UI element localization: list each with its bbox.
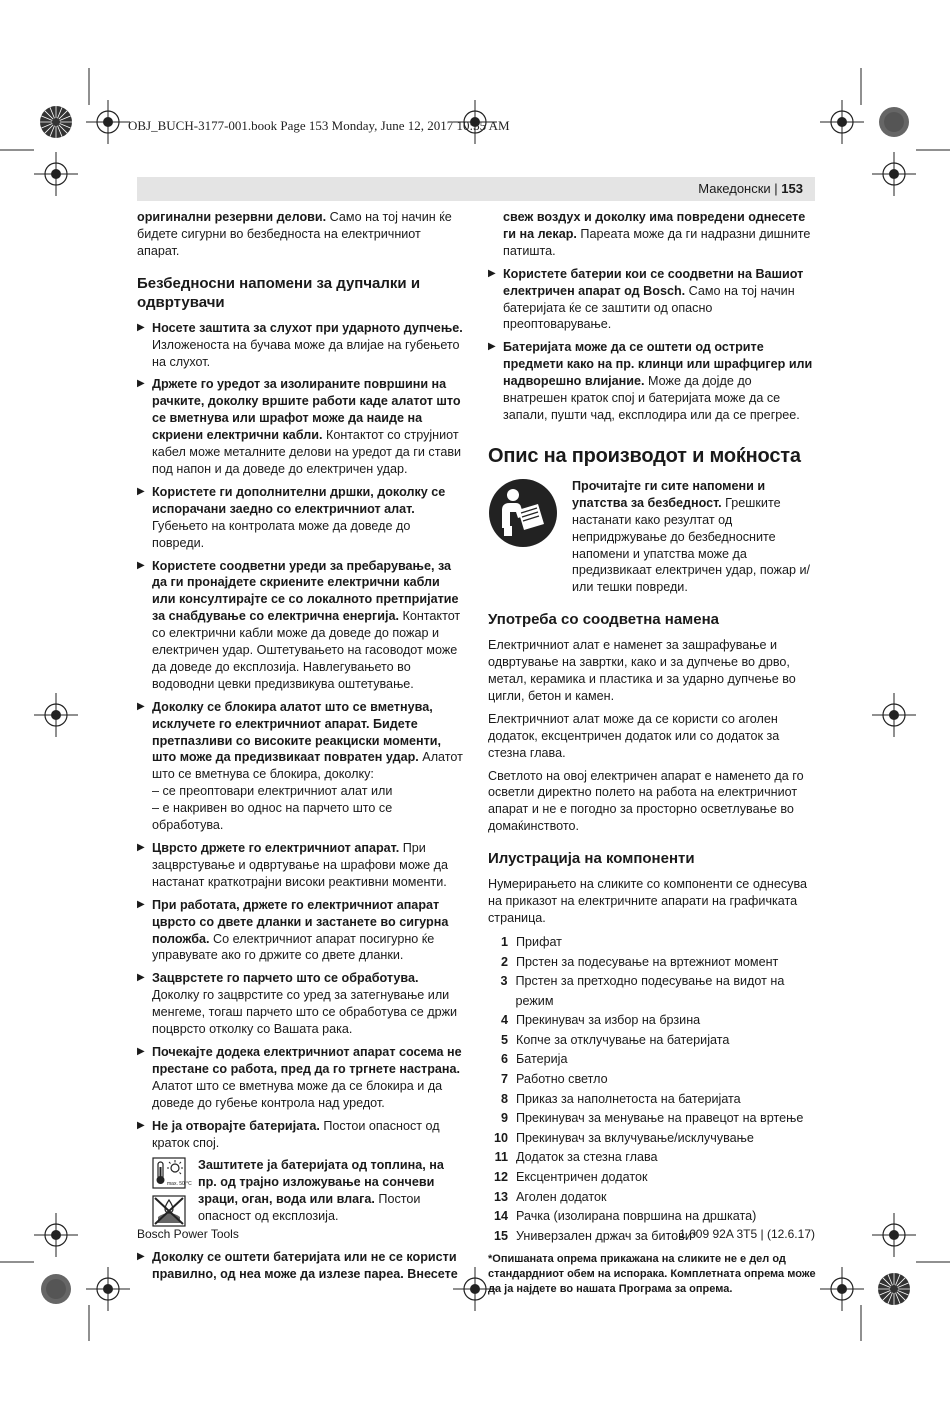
- component-number: 12: [493, 1170, 508, 1185]
- page-header: [698, 181, 803, 196]
- page-header-bar: [137, 177, 815, 201]
- safety-bullet: ▶ Користете батерии кои се соодветни на Вашиот електричен апарат од Bosch. Само на тој начин батеријата ќе се заштити од опасно преоптоварување.: [488, 266, 818, 334]
- component-label: Универзален држач за битови*: [516, 1228, 697, 1243]
- read-instructions-notice: [488, 478, 818, 596]
- intended-use-paragraph: Светлото на овој електричен апарат е наменето да го осветли директно полето на работа на електричниот апарат и не е погодно за просторно осветлување во домаќинството.: [488, 768, 804, 834]
- component-number: 2: [500, 954, 508, 969]
- component-label: Прекинувач за менување на правецот на вртење: [516, 1111, 804, 1126]
- component-number: 11: [494, 1150, 508, 1165]
- component-number: 7: [500, 1072, 508, 1087]
- left-column: [137, 209, 465, 1289]
- footer-brand: Bosch Power Tools: [137, 1227, 239, 1241]
- component-item: [488, 1109, 818, 1129]
- right-column: [488, 209, 818, 1297]
- component-item: [488, 1207, 818, 1227]
- component-label: Прекинувач за вклучување/исклучување: [516, 1130, 754, 1145]
- battery-warning-text: Заштитете ја батеријата од топлина, на пр. од трајно изложување на сончеви зраци, оган, вода или влага. Постои опасност од експлозија.: [198, 1158, 444, 1224]
- safety-bullet: ▶ Држете го уредот за изолираните површини на рачките, доколку вршите работи каде алатот што се вметнува или шрафот може да наиде на скриени електрични кабли. Контактот со струјниот кабел може металните делови на уредот да ги стави под напон и да доведе до електричен удар.: [137, 376, 465, 477]
- section-title-intended-use: Употреба со соодветна намена: [488, 611, 720, 629]
- component-number: 6: [500, 1052, 508, 1067]
- safety-bullet: ▶ Носете заштита за слухот при ударното дупчење. Изложеноста на бучава може да влијае на губењето на слухот.: [137, 320, 465, 371]
- safety-bullet: ▶ Користете ги дополнителни дршки, доколку се испорачани заедно со електричниот алат. Губењето на контролата може да доведе до повреди.: [137, 484, 465, 552]
- dash-item: – се преоптовари електричниот алат или: [152, 784, 393, 799]
- component-label: Копче за отклучување на батеријата: [516, 1032, 730, 1047]
- component-label: Прекинувач за избор на брзина: [516, 1013, 701, 1028]
- component-item: [488, 1148, 818, 1168]
- no-water-icon: [152, 1195, 186, 1227]
- component-item: [488, 1188, 818, 1208]
- safety-bullet: ▶ Цврсто држете го електричниот апарат. При зацврстување и одвртување на шрафови може да настанат краткотрајни високи реактивни моменти.: [137, 840, 465, 891]
- component-number: 13: [493, 1189, 508, 1204]
- section-title-components: Илустрација на компоненти: [488, 850, 695, 868]
- component-number: 15: [493, 1228, 508, 1243]
- component-item: [488, 1168, 818, 1188]
- component-item: [488, 1070, 818, 1090]
- footnote: *Опишаната опрема прикажана на сликите не е дел од стандардниот обем на испорака. Комплетната опрема може да ја најдете во нашата Програма за опрема.: [488, 1253, 816, 1296]
- component-item: [488, 1031, 818, 1051]
- component-label: Рачка (изолирана површина на дршката): [516, 1209, 757, 1224]
- component-number: 8: [500, 1091, 508, 1106]
- intended-use-paragraph: Електричниот алат е наменет за зашрафување и одвртување на завртки, како и за дупчење во дрво, метал, керамика и пластика и за ударно дупчење во цигли, бетон и камен.: [488, 638, 796, 703]
- component-item: [488, 972, 818, 1011]
- component-label: Додаток за стезна глава: [516, 1150, 658, 1165]
- component-number: 14: [493, 1209, 508, 1224]
- section-title-drills: Безбедносни напомени за дупчалки и одвртувачи: [137, 274, 421, 311]
- battery-warning: [137, 1157, 465, 1233]
- component-label: Ексцентричен додаток: [516, 1170, 648, 1185]
- component-label: Аголен додаток: [516, 1189, 607, 1204]
- component-number: 3: [500, 974, 508, 989]
- safety-bullet: ▶ Батеријата може да се оштети од острите предмети како на пр. клинци или шрафцигер или надворешно влијание. Може да дојде до внатрешен краток спој и батеријата може да се запали, пушти чад, експлодира или да се прегрее.: [488, 339, 818, 424]
- component-label: Работно светло: [516, 1072, 608, 1087]
- header-language: Македонски: [698, 181, 771, 196]
- component-number: 1: [500, 934, 508, 949]
- component-item: [488, 1090, 818, 1110]
- dash-item: – е накривен во однос на парчето што се обработува.: [152, 801, 393, 833]
- component-item: [488, 1129, 818, 1149]
- component-label: Прифат: [516, 934, 562, 949]
- components-intro: Нумерирањето на сликите со компоненти се однесува на приказот на електричните апарати на графичката страница.: [488, 877, 807, 925]
- safety-bullet: ▶ Доколку се оштети батеријата или не се користи правилно, од неа може да излезе пареа. Внесете: [137, 1249, 465, 1283]
- file-header: OBJ_BUCH-3177-001.book Page 153 Monday, June 12, 2017 10:35 AM: [128, 118, 510, 133]
- read-instructions-text: Прочитајте ги сите напомени и упатства за безбедност. Грешките настанати како резултат од непридржување до безбедносните напомени и упатства може да предизвикаат електричен удар, пожар и/или тешки повреди.: [572, 478, 811, 595]
- intro-paragraph: оригинални резервни делови. Само на тој начин ќе бидете сигурни во безбедноста на електричниот апарат.: [137, 210, 452, 258]
- continued-bullet: свеж воздух и доколку има повредени однесете ги на лекар. Пареата може да ги надразни дишните патишта.: [503, 210, 811, 258]
- component-label: Батерија: [516, 1052, 568, 1067]
- safety-bullet: ▶ Зацврстете го парчето што се обработува. Доколку го зацврстите со уред за затегнување или менгеме, тогаш парчето што се обработува се држи поцврсто отколку со Вашата рака.: [137, 970, 465, 1038]
- safety-bullet: ▶ Доколку се блокира алатот што се вметнува, исклучете го електричниот апарат. Бидете претпазливи со високите реакциски моменти, што може да предизвикаат повратен удар. Алатот што се вметнува се блокира, доколку: – се преоптовари електричниот алат или – е накривен во однос на парчето што се обработува.: [137, 699, 465, 834]
- component-number: 5: [500, 1032, 508, 1047]
- component-label: Прстен за подесување на вртежниот момент: [516, 954, 779, 969]
- component-item: [488, 1011, 818, 1031]
- safety-bullet: ▶ Користете соодветни уреди за пребарување, за да ги пронајдете скриените електрични кабли или консултирајте се со локалното претпријатие за снабдување со електрична енергија. Контактот со електрични кабли може да доведе до пожар и електричен удар. Оштетувањето на гасоводот може да доведе до експлозија. Навлегувањето во водоводни цевки предизвикува оштетување.: [137, 558, 465, 693]
- header-separator: |: [770, 181, 782, 196]
- component-number: 4: [500, 1013, 508, 1028]
- component-number: 9: [500, 1111, 508, 1126]
- read-manual-icon: [488, 478, 558, 548]
- intended-use-paragraph: Електричниот алат може да се користи со аголен додаток, ексцентричен додаток или со додаток за стезна глава.: [488, 711, 780, 760]
- footer-docnumber: 1 609 92A 3T5 | (12.6.17): [679, 1227, 815, 1241]
- components-list: [488, 933, 818, 1247]
- component-label: Прстен за претходно подесување на видот на режим: [515, 974, 785, 1008]
- chapter-title: Опис на производот и моќноста: [488, 444, 801, 467]
- page-number: 153: [781, 181, 803, 196]
- component-item: [488, 1050, 818, 1070]
- safety-bullet: ▶ Почекајте додека електричниот апарат сосема не престане со работа, пред да го тргнете настрана. Алатот што се вметнува може да се блокира и да доведе до губење контрола над уредот.: [137, 1044, 465, 1112]
- thermometer-sun-icon: [152, 1157, 192, 1189]
- safety-bullet: ▶ При работата, држете го електричниот апарат цврсто со двете дланки и застанете во сигурна положба. Со електричниот апарат посигурно ќе управувате ако го држите со двете дланки.: [137, 897, 465, 965]
- component-label: Приказ за наполнетоста на батеријата: [516, 1091, 741, 1106]
- component-item: [488, 953, 818, 973]
- svg-text:max. 50 °C: max. 50 °C: [167, 1181, 192, 1188]
- component-item: [488, 933, 818, 953]
- safety-bullet: ▶ Не ја отворајте батеријата. Постои опасност од краток спој.: [137, 1118, 465, 1152]
- component-number: 10: [493, 1130, 508, 1145]
